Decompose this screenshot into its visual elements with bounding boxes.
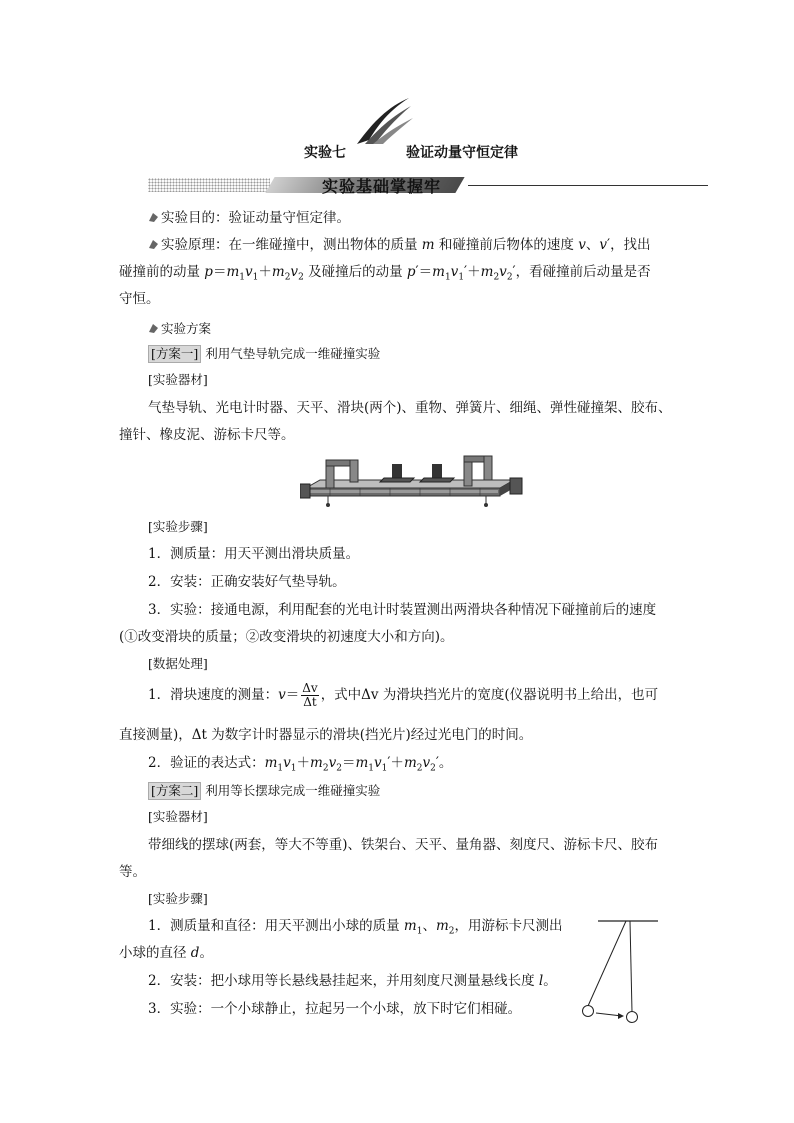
plan1-data-1-line-2: 直接测量)，Δt 为数字计时器显示的滑块(挡光片)经过光电门的时间。 <box>119 727 533 743</box>
plan2-tag: [方案二] <box>148 782 201 800</box>
pendulum-figure <box>578 916 660 1028</box>
plan2-step-1: 1．测质量和直径：用天平测出小球的质量 $m_1$、$m_2$，用游标卡尺测出 <box>148 918 563 937</box>
plan1-steps-heading: [实验步骤] <box>148 519 208 534</box>
plan2-equipment-line-1: 带细线的摆球(两套，等大不等重)、铁架台、天平、量角器、刻度尺、游标卡尺、胶布 <box>148 837 659 853</box>
swoosh-logo <box>355 96 415 146</box>
principle-line-3: 守恒。 <box>119 291 160 307</box>
principle-line-1: 实验原理：在一维碰撞中，测出物体的质量 m 和碰撞前后物体的速度 v、v′，找出 <box>148 232 708 258</box>
banner-rule <box>468 185 708 186</box>
plan1-data-2: 2．验证的表达式：$m_1v_1+m_2v_2=m_1v_1'+m_2v_2'$。 <box>148 755 453 774</box>
plan1-heading: [方案一] 利用气垫导轨完成一维碰撞实验 <box>148 341 708 367</box>
plan1-step-3-line-1: 3．实验：接通电源，利用配套的光电计时装置测出两滑块各种情况下碰撞前后的速度 <box>148 602 657 618</box>
plan1-equipment-line-1: 气垫导轨、光电计时器、天平、滑块(两个)、重物、弹簧片、细绳、弹性碰撞架、胶布、 <box>148 400 672 416</box>
plan2-step-1-line-2: 小球的直径 d。 <box>119 945 213 961</box>
diamond-bullet-icon <box>148 317 159 328</box>
banner-dots <box>148 178 270 192</box>
plan1-data-1: 1．滑块速度的测量：v＝ $\frac{\Delta v}{\Delta t}$ ，式中Δv 为滑块挡光片的宽度(仪器说明书上给出，也可 <box>148 681 659 709</box>
diamond-bullet-icon <box>148 233 159 244</box>
experiment-title: 验证动量守恒定律 <box>406 145 518 161</box>
plan1-step-2: 2．安装：正确安装好气垫导轨。 <box>148 574 346 590</box>
plan2-heading: [方案二] 利用等长摆球完成一维碰撞实验 <box>148 778 708 804</box>
air-track-figure <box>300 454 524 510</box>
purpose-line: 实验目的：验证动量守恒定律。 <box>148 205 708 231</box>
plan2-step-2: 2．安装：把小球用等长悬线悬挂起来，并用刻度尺测量悬线长度 l。 <box>148 973 557 989</box>
banner-label: 实验基础掌握牢 <box>322 177 442 196</box>
plan1-data-heading: [数据处理] <box>148 656 208 671</box>
plan2-equipment-line-2: 等。 <box>119 864 146 880</box>
plans-heading: 实验方案 <box>148 316 708 342</box>
page-title <box>0 142 794 164</box>
section-banner <box>148 174 708 196</box>
experiment-number: 实验七 <box>304 145 346 161</box>
plan1-equipment-heading: [实验器材] <box>148 372 208 387</box>
plan1-equipment-line-2: 撞针、橡皮泥、游标卡尺等。 <box>119 427 295 443</box>
plan1-tag: [方案一] <box>148 345 201 363</box>
plan1-step-1: 1．测质量：用天平测出滑块质量。 <box>148 546 360 562</box>
principle-line-2: 碰撞前的动量 $p=m_1v_1+m_2v_2$ 及碰撞后的动量 $p'=m_1v_1'+m_2v_2'$，看碰撞前后动量是否 <box>119 264 651 283</box>
plan2-equipment-heading: [实验器材] <box>148 809 208 824</box>
velocity-fraction: $\frac{\Delta v}{\Delta t}$ <box>302 681 318 709</box>
diamond-bullet-icon <box>148 206 159 217</box>
plan2-steps-heading: [实验步骤] <box>148 891 208 906</box>
plan1-step-3-line-2: (①改变滑块的质量；②改变滑块的初速度大小和方向)。 <box>119 629 454 645</box>
plan2-step-3: 3．实验：一个小球静止，拉起另一个小球，放下时它们相碰。 <box>148 1001 522 1017</box>
